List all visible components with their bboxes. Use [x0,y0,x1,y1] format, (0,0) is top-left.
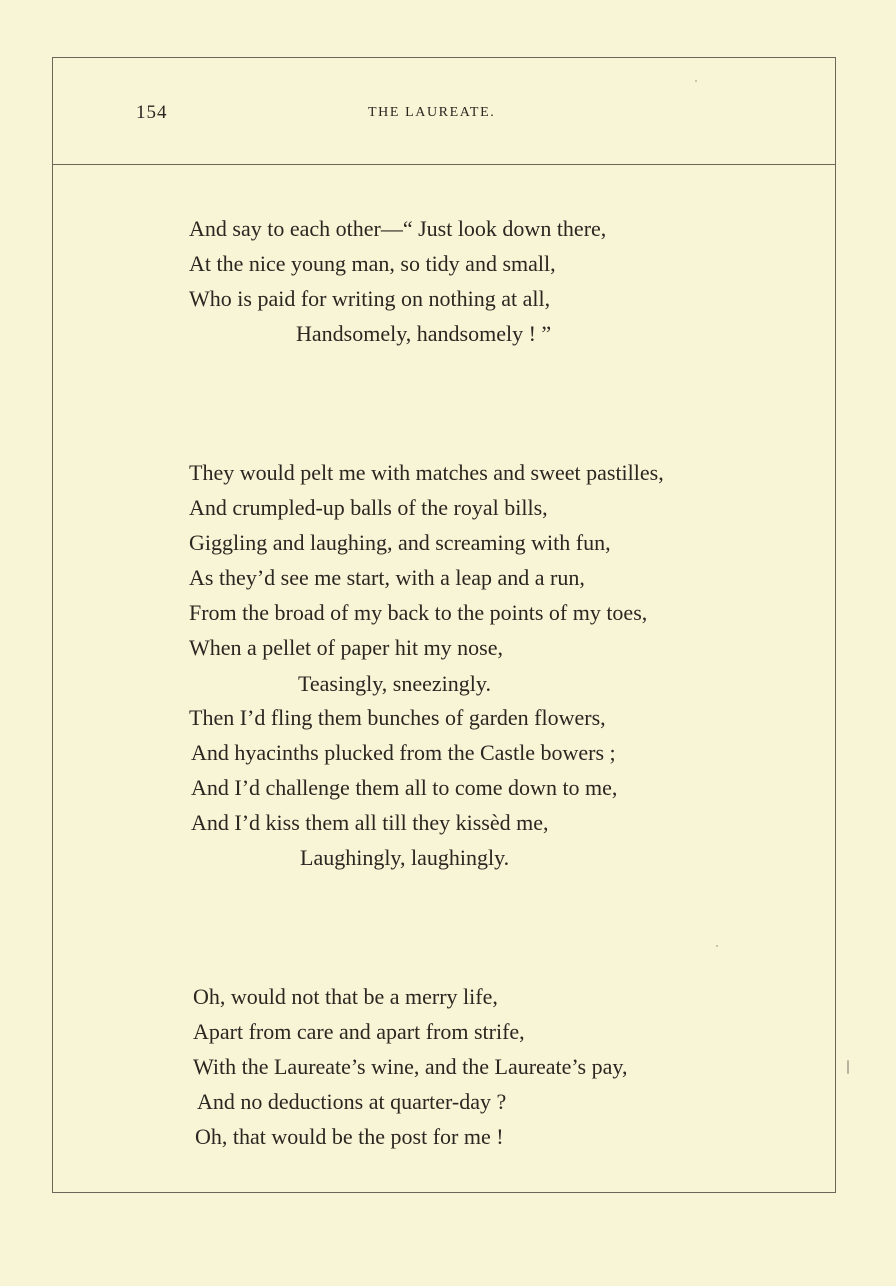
poem-line: Apart from care and apart from strife, [193,1019,525,1044]
poem-line: Oh, would not that be a merry life, [193,984,498,1009]
poem-line: Giggling and laughing, and screaming with fun, [189,530,611,555]
poem-line: Oh, that would be the post for me ! [195,1124,504,1149]
poem-line: And no deductions at quarter-day ? [197,1089,507,1114]
poem-line: Who is paid for writing on nothing at all, [189,286,551,311]
poem-line: And I’d challenge them all to come down to me, [191,775,618,800]
poem-line: With the Laureate’s wine, and the Laureate’s pay, [193,1054,628,1079]
poem-line: And crumpled-up balls of the royal bills, [189,495,548,520]
paper-speck [716,945,718,947]
poem-refrain-line: Laughingly, laughingly. [300,845,510,870]
running-title: THE LAUREATE. [368,105,496,120]
poem-line: And I’d kiss them all till they kissèd me, [191,810,549,835]
poem-refrain-line: Teasingly, sneezingly. [298,671,491,696]
poem-line: And say to each other—“ Just look down there, [189,216,607,241]
paper-speck [695,80,697,82]
poem-line: From the broad of my back to the points of my toes, [189,600,648,625]
poem-line: Then I’d fling them bunches of garden flowers, [189,705,606,730]
poem-line: And hyacinths plucked from the Castle bowers ; [191,740,616,765]
poem-line: As they’d see me start, with a leap and a run, [189,565,585,590]
poem-line: When a pellet of paper hit my nose, [189,635,504,660]
page-number: 154 [136,102,168,123]
poem-line: At the nice young man, so tidy and small, [189,251,556,276]
poem-line: They would pelt me with matches and sweet pastilles, [189,460,664,485]
poem-refrain-line: Handsomely, handsomely ! ” [296,321,552,346]
paper-speck [847,1060,849,1074]
